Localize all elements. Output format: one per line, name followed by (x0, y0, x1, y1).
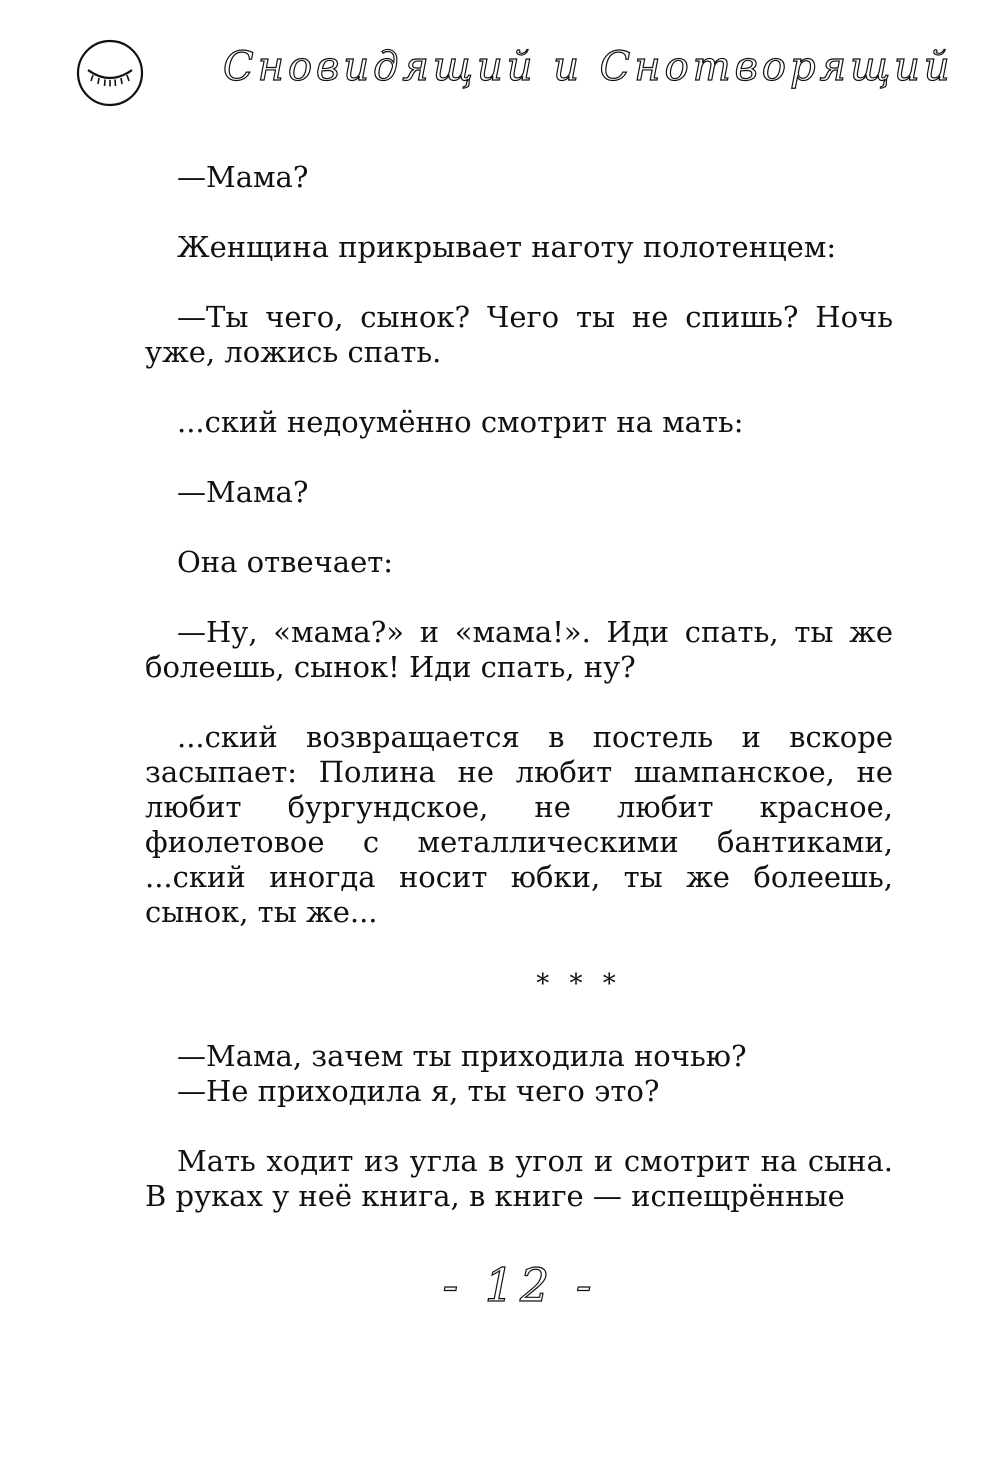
paragraph: —Ну, «мама?» и «мама!». Иди спать, ты же болеешь, сынок! Иди спать, ну? (145, 615, 893, 684)
paragraph: Мать ходит из угла в угол и смотрит на сына. В руках у неё книга, в книге — испещрённые (145, 1144, 893, 1213)
dialogue-line: —Мама, зачем ты приходила ночью? (177, 1039, 747, 1073)
dialogue-line: —Не приходила я, ты чего это? (177, 1074, 660, 1108)
paragraph: ...ский возвращается в постель и вскоре засыпает: Полина не любит шампанское, не любит бургундское, не любит красное, фиолетовое с металлическими бантиками, ...ский иногда носит юбки, ты же болеешь, сынок, ты же... (145, 720, 893, 929)
closed-eye-icon (75, 38, 145, 108)
paragraph: Женщина прикрывает наготу полотенцем: (177, 230, 837, 264)
book-title: Сновидящий и Снотворящий (223, 44, 954, 90)
page-body (145, 160, 893, 1214)
section-separator: * * * (536, 969, 622, 999)
paragraph: —Мама? (177, 475, 309, 509)
paragraph: ...ский недоумённо смотрит на мать: (177, 405, 744, 439)
paragraph: —Мама? (177, 160, 309, 194)
paragraph: —Ты чего, сынок? Чего ты не спишь? Ночь уже, ложись спать. (145, 300, 893, 369)
page-header (75, 38, 955, 110)
paragraph: Она отвечает: (177, 545, 394, 579)
page-number: - 12 - (442, 1258, 598, 1312)
